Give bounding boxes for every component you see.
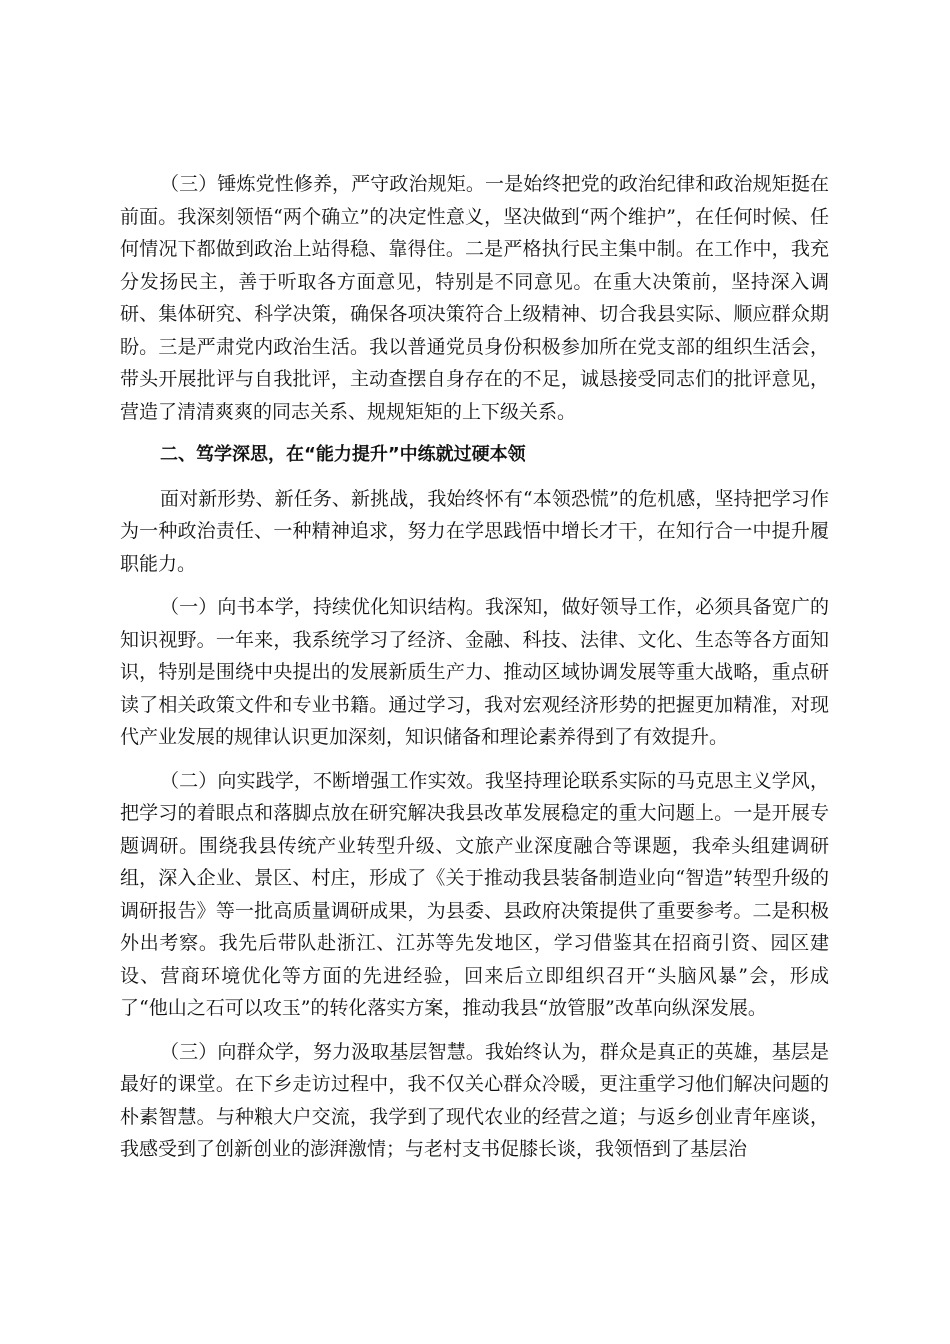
paragraph-learn-from-masses: （三）向群众学，努力汲取基层智慧。我始终认为，群众是真正的英雄，基层是最好的课堂。在下乡走访过程中，我不仅关心群众冷暖，更注重学习他们解决问题的朴素智慧。与种粮大户交流，我学到了现代农业的经营之道；与返乡创业青年座谈，我感受到了创新创业的澎湃激情；与老村支书促膝长谈，我领悟到了基层治 bbox=[120, 1040, 829, 1160]
paragraph-discipline: （三）锤炼党性修养，严守政治规矩。一是始终把党的政治纪律和政治规矩挺在前面。我深刻领悟“两个确立”的决定性意义，坚决做到“两个维护”，在任何时候、任何情况下都做到政治上站得稳、靠得住。二是严格执行民主集中制。在工作中，我充分发扬民主，善于听取各方面意见，特别是不同意见。在重大决策前，坚持深入调研、集体研究、科学决策，确保各项决策符合上级精神、切合我县实际、顺应群众期盼。三是严肃党内政治生活。我以普通党员身份积极参加所在党支部的组织生活会，带头开展批评与自我批评，主动查摆自身存在的不足，诚恳接受同志们的批评意见，营造了清清爽爽的同志关系、规规矩矩的上下级关系。 bbox=[120, 173, 829, 423]
paragraph-learn-from-books: （一）向书本学，持续优化知识结构。我深知，做好领导工作，必须具备宽广的知识视野。一年来，我系统学习了经济、金融、科技、法律、文化、生态等各方面知识，特别是围绕中央提出的发展新质生产力、推动区域协调发展等重大战略，重点研读了相关政策文件和专业书籍。通过学习，我对宏观经济形势的把握更加精准，对现代产业发展的规律认识更加深刻，知识储备和理论素养得到了有效提升。 bbox=[120, 596, 829, 748]
section-heading-ability: 二、笃学深思，在“能力提升”中练就过硬本领 bbox=[160, 444, 526, 465]
document-body bbox=[120, 168, 829, 1177]
paragraph-intro-learning: 面对新形势、新任务、新挑战，我始终怀有“本领恐慌”的危机感，坚持把学习作为一种政治责任、一种精神追求，努力在学思践悟中增长才干，在知行合一中提升履职能力。 bbox=[120, 487, 829, 575]
paragraph-learn-from-practice: （二）向实践学，不断增强工作实效。我坚持理论联系实际的马克思主义学风，把学习的着眼点和落脚点放在研究解决我县改革发展稳定的重大问题上。一是开展专题调研。围绕我县传统产业转型升级、文旅产业深度融合等课题，我牵头组建调研组，深入企业、景区、村庄，形成了《关于推动我县装备制造业向“智造”转型升级的调研报告》等一批高质量调研成果，为县委、县政府决策提供了重要参考。二是积极外出考察。我先后带队赴浙江、江苏等先发地区，学习借鉴其在招商引资、园区建设、营商环境优化等方面的先进经验，回来后立即组织召开“头脑风暴”会，形成了“他山之石可以攻玉”的转化落实方案，推动我县“放管服”改革向纵深发展。 bbox=[120, 769, 829, 1019]
